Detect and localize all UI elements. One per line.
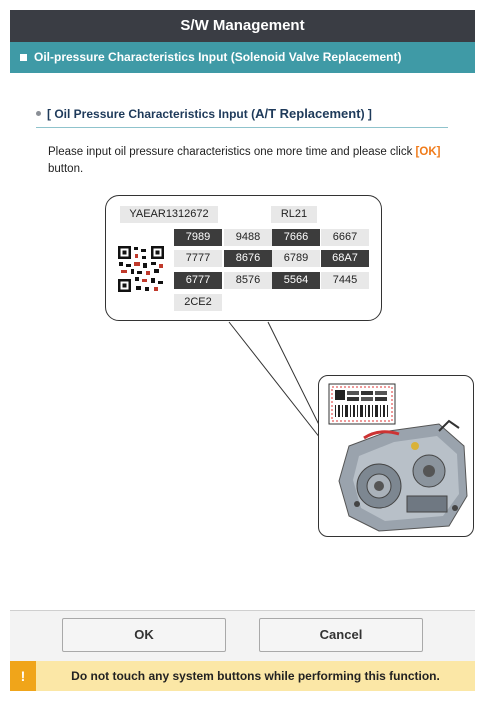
window-title: S/W Management <box>10 10 475 42</box>
section-title-suffix: ) ] <box>360 106 372 121</box>
code-cell: 9488 <box>224 229 272 246</box>
code-cell: 68A7 <box>321 250 369 267</box>
transmission-icon <box>319 376 474 537</box>
qr-code-icon <box>117 245 165 293</box>
code-cell: 7666 <box>272 229 320 246</box>
ok-button[interactable]: OK <box>62 618 226 652</box>
instruction-text-before: Please input oil pressure characteristics one more time and please click <box>48 146 416 158</box>
section-title-emph: A/T Replacement <box>255 106 361 121</box>
code-cell: 6789 <box>272 250 320 267</box>
code-cell: 8676 <box>224 250 272 267</box>
square-bullet-icon <box>20 54 27 61</box>
sub-header-title: Oil-pressure Characteristics Input (Solenoid Valve Replacement) <box>34 50 402 64</box>
warning-bar <box>10 661 475 691</box>
instruction-text-after: button. <box>48 163 84 175</box>
instruction-text <box>48 144 458 178</box>
cancel-button[interactable]: Cancel <box>259 618 423 652</box>
bullet-dot-icon <box>36 111 41 116</box>
code-cell: 7777 <box>174 250 222 267</box>
section-heading <box>36 100 448 128</box>
code-cell: 6667 <box>321 229 369 246</box>
label-callout <box>105 195 382 321</box>
extra-code: 2CE2 <box>174 294 222 311</box>
sub-header <box>10 42 475 73</box>
code-cell: 6777 <box>174 272 222 289</box>
code-cell: 8576 <box>224 272 272 289</box>
code-cell: 5564 <box>272 272 320 289</box>
transmission-illustration <box>318 375 474 537</box>
code-cell: 7989 <box>174 229 222 246</box>
warning-message: Do not touch any system buttons while performing this function. <box>71 669 440 683</box>
warning-icon: ! <box>10 661 36 691</box>
model-code: RL21 <box>271 206 317 223</box>
code-cell: 7445 <box>321 272 369 289</box>
instruction-ok-highlight: [OK] <box>415 146 441 158</box>
serial-number: YAEAR1312672 <box>120 206 218 223</box>
section-title-prefix: [ Oil Pressure Characteristics Input ( <box>47 106 256 121</box>
